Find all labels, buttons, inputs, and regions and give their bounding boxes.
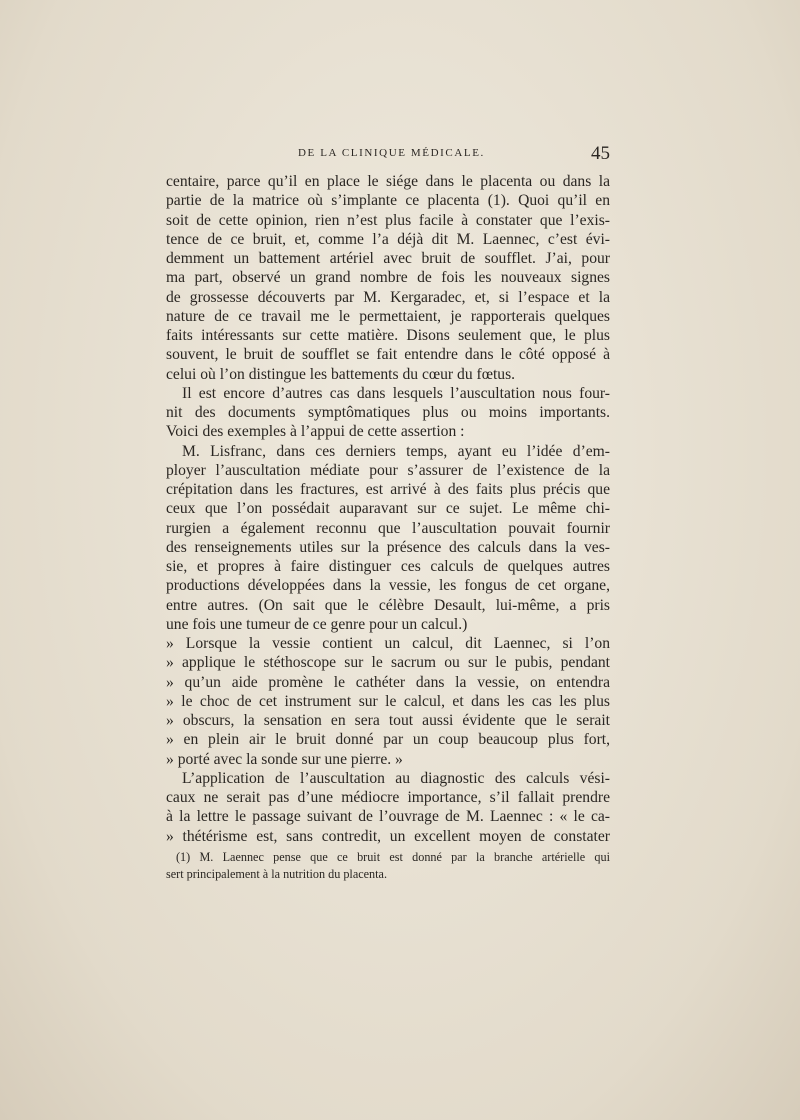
text-line: ployer l’auscultation médiate pour s’assurer de l’existence de la	[166, 461, 610, 479]
page-header	[170, 143, 610, 167]
text-line: une fois une tumeur de ce genre pour un calcul.)	[166, 615, 468, 633]
text-line: productions développées dans la vessie, les fongus de cet organe,	[166, 577, 610, 595]
quote-line: » Lorsque la vessie contient un calcul, dit Laennec, si l’on	[166, 635, 610, 652]
text-line: crépitation dans les fractures, est arrivé à des faits plus précis que	[166, 481, 610, 498]
quote-line: » applique le stéthoscope sur le sacrum ou sur le pubis, pendant	[166, 654, 610, 672]
quote-line: » en plein air le bruit donné par un coup beaucoup plus fort,	[166, 731, 610, 749]
text-line: L’application de l’auscultation au diagnostic des calculs vési-	[182, 769, 610, 787]
text-line: souvent, le bruit de soufflet se fait entendre dans le côté opposé à	[166, 346, 610, 364]
text-line: celui où l’on distingue les battements du cœur du fœtus.	[166, 365, 516, 383]
text-line: centaire, parce qu’il en place le siége dans le placenta ou dans la	[166, 173, 610, 190]
text-line: Voici des exemples à l’appui de cette assertion :	[166, 423, 465, 441]
text-line: caux ne serait pas d’une médiocre importance, s’il fallait prendre	[166, 789, 610, 806]
body-text	[166, 172, 610, 846]
text-line: ma part, observé un grand nombre de fois les nouveaux signes	[166, 269, 610, 287]
text-line: ceux que l’on possédait auparavant sur ce sujet. Le même chi-	[166, 500, 610, 518]
footnote-line: sert principalement à la nutrition du placenta.	[166, 867, 387, 881]
text-line: Il est encore d’autres cas dans lesquels l’auscultation nous four-	[182, 384, 610, 402]
text-line: entre autres. (On sait que le célèbre Desault, lui-même, a pris	[166, 596, 610, 614]
text-line: demment un battement artériel avec bruit de soufflet. J’ai, pour	[166, 250, 610, 267]
text-line: faits intéressants sur cette matière. Disons seulement que, le plus	[166, 327, 610, 344]
text-line: à la lettre le passage suivant de l’ouvrage de M. Laennec : « le ca-	[166, 808, 610, 826]
text-line: nit des documents symptômatiques plus ou moins importants.	[166, 404, 610, 421]
text-line: nature de ce travail me le permettaient, je rapporterais quelques	[166, 307, 610, 325]
text-line: M. Lisfranc, dans ces derniers temps, ayant eu l’idée d’em-	[182, 442, 610, 460]
page-number: 45	[591, 143, 610, 164]
quote-line: » qu’un aide promène le cathéter dans la vessie, on entendra	[166, 673, 610, 691]
text-line: soit de cette opinion, rien n’est plus facile à constater que l’exis-	[166, 211, 610, 229]
text-line: » thétérisme est, sans contredit, un excellent moyen de constater	[166, 827, 610, 845]
quote-line: » obscurs, la sensation en sera tout aussi évidente que le serait	[166, 712, 610, 729]
text-line: sie, et propres à faire distinguer ces calculs de quelques autres	[166, 558, 610, 575]
quote-line: » le choc de cet instrument sur le calcul, et dans les cas les plus	[166, 692, 610, 710]
text-line: rurgien a également reconnu que l’auscultation pouvait fournir	[166, 519, 610, 537]
text-line: de grossesse découverts par M. Kergaradec, et, si l’espace et la	[166, 288, 610, 306]
quote-line: » porté avec la sonde sur une pierre. »	[166, 750, 403, 768]
text-line: partie de la matrice où s’implante ce placenta (1). Quoi qu’il en	[166, 192, 610, 210]
text-line: tence de ce bruit, et, comme l’a déjà dit M. Laennec, c’est évi-	[166, 230, 610, 248]
footnote	[166, 849, 610, 883]
running-head: DE LA CLINIQUE MÉDICALE.	[298, 147, 485, 159]
footnote-line: (1) M. Laennec pense que ce bruit est donné par la branche artérielle qui	[176, 850, 610, 864]
text-line: des renseignements utiles sur la présence des calculs dans la ves-	[166, 538, 610, 556]
